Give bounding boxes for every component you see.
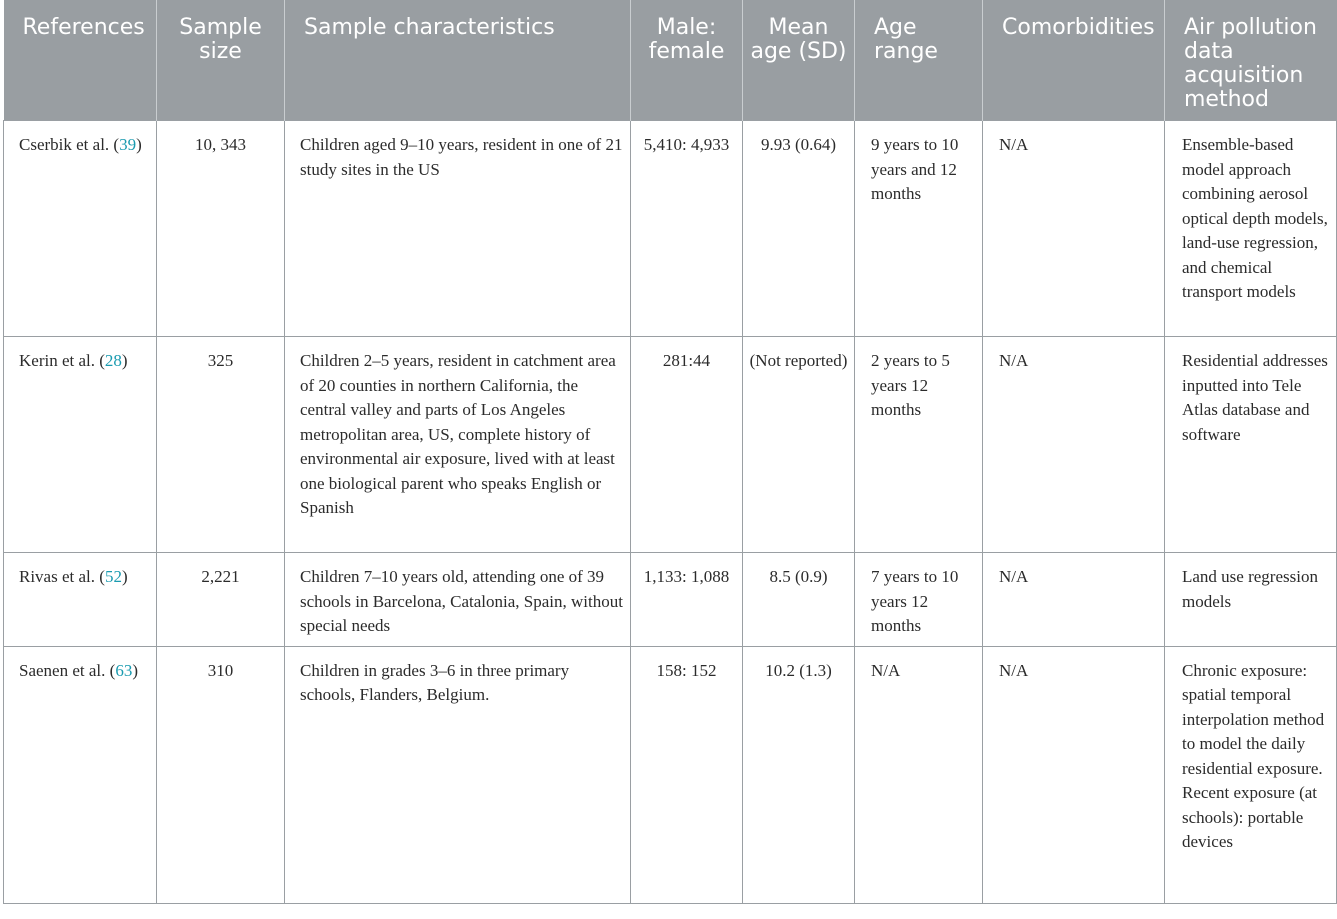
cell-mean-age: 9.93 (0.64) <box>743 121 855 337</box>
ref-paren-open: ( <box>99 567 105 586</box>
cell-male-female: 1,133: 1,088 <box>631 553 743 647</box>
cell-sample-size: 325 <box>157 337 285 553</box>
author-name: Kerin et al. <box>19 351 95 370</box>
citation-link[interactable]: 39 <box>119 135 137 154</box>
citation-link[interactable]: 52 <box>104 567 122 586</box>
ref-paren-close: ) <box>121 351 128 370</box>
cell-sample-size: 310 <box>157 646 285 903</box>
col-header-sample-characteristics: Sample characteristics <box>285 0 631 121</box>
cell-sample-characteristics: Children 7–10 years old, attending one of 39 schools in Barcelona, Catalonia, Spain, without special needs <box>285 553 631 647</box>
cell-reference <box>4 337 157 553</box>
ref-paren-open: ( <box>109 660 116 680</box>
cell-reference <box>4 121 157 337</box>
ref-paren-close: ) <box>132 660 138 680</box>
table-row <box>4 337 1337 553</box>
cell-sample-characteristics: Children in grades 3–6 in three primary schools, Flanders, Belgium. <box>285 646 631 903</box>
cell-comorbidities: N/A <box>983 337 1165 553</box>
table-row <box>4 121 1337 337</box>
cell-acquisition-method: Residential addresses inputted into Tele Atlas database and software <box>1165 337 1337 553</box>
cell-reference <box>4 553 157 647</box>
cell-age-range: 9 years to 10 years and 12 months <box>855 121 983 337</box>
col-header-comorbidities: Comorbidities <box>983 0 1165 121</box>
cell-male-female: 281:44 <box>631 337 743 553</box>
cell-acquisition-method: Ensemble-based model approach combining aerosol optical depth models, land-use regression, and chemical transport models <box>1165 121 1337 337</box>
col-header-mean-age: Mean age (SD) <box>743 0 855 121</box>
cell-sample-size: 10, 343 <box>157 121 285 337</box>
cell-male-female: 158: 152 <box>631 646 743 903</box>
cell-comorbidities: N/A <box>983 553 1165 647</box>
col-header-age-range: Age range <box>855 0 983 121</box>
ref-paren-close: ) <box>121 567 128 586</box>
col-header-references: References <box>4 0 157 121</box>
table-row <box>4 553 1337 647</box>
citation-link[interactable]: 28 <box>104 351 122 370</box>
table-row <box>4 646 1337 903</box>
cell-mean-age: (Not reported) <box>743 337 855 553</box>
cell-sample-characteristics: Children aged 9–10 years, resident in one of 21 study sites in the US <box>285 121 631 337</box>
ref-paren-close: ) <box>136 135 142 154</box>
cell-age-range: 7 years to 10 years 12 months <box>855 553 983 647</box>
cell-comorbidities: N/A <box>983 646 1165 903</box>
col-header-male-female: Male: female <box>631 0 743 121</box>
cell-male-female: 5,410: 4,933 <box>631 121 743 337</box>
cell-acquisition-method: Chronic exposure: spatial temporal interpolation method to model the daily residential exposure. Recent exposure (at schools): portable devices <box>1165 646 1337 903</box>
col-header-sample-size: Sample size <box>157 0 285 121</box>
author-name: Saenen et al. <box>19 660 106 680</box>
cell-mean-age: 10.2 (1.3) <box>743 646 855 903</box>
cell-acquisition-method: Land use regression models <box>1165 553 1337 647</box>
cell-age-range: N/A <box>855 646 983 903</box>
author-name: Rivas et al. <box>19 567 96 586</box>
study-characteristics-table <box>3 0 1337 904</box>
cell-sample-characteristics: Children 2–5 years, resident in catchment area of 20 counties in northern California, the central valley and parts of Los Angeles metropolitan area, US, complete history of environmental air exposure, lived with at least one biological parent who speaks English or Spanish <box>285 337 631 553</box>
ref-paren-open: ( <box>113 135 120 154</box>
author-name: Cserbik et al. <box>19 135 110 154</box>
ref-paren-open: ( <box>99 351 105 370</box>
cell-reference <box>4 646 157 903</box>
cell-mean-age: 8.5 (0.9) <box>743 553 855 647</box>
cell-age-range: 2 years to 5 years 12 months <box>855 337 983 553</box>
header-row <box>4 0 1337 121</box>
cell-comorbidities: N/A <box>983 121 1165 337</box>
cell-sample-size: 2,221 <box>157 553 285 647</box>
col-header-method: Air pollution data acquisition method <box>1165 0 1337 121</box>
citation-link[interactable]: 63 <box>115 660 133 680</box>
